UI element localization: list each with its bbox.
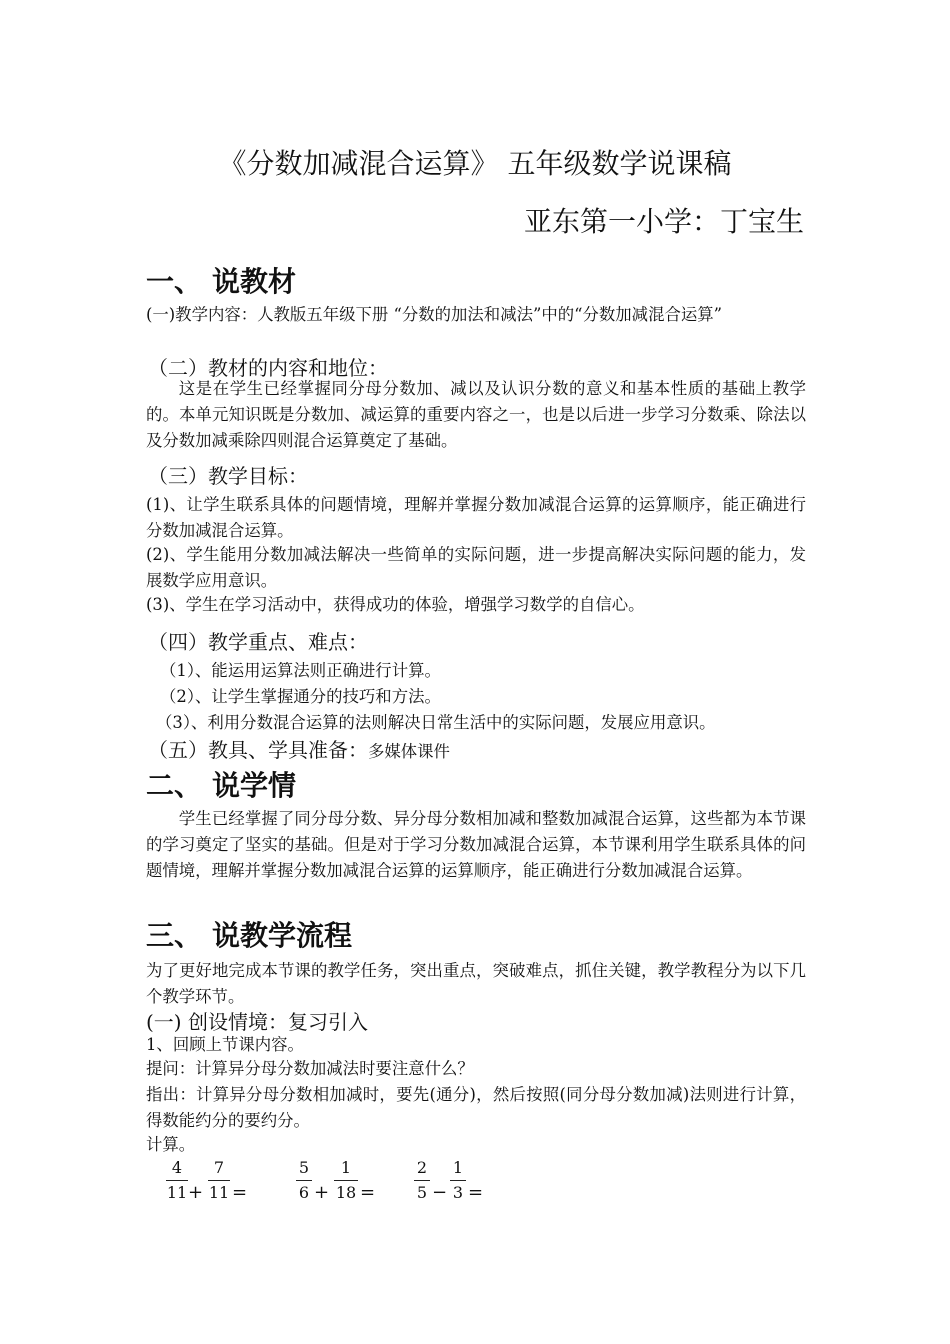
key-point-3: （3）、利用分数混合运算的法则解决日常生活中的实际问题，发展应用意识。 [156, 713, 716, 732]
learner-paragraph: 学生已经掌握了同分母分数、异分母分数相加减和整数加减混合运算，这些都为本节课的学习奠定了坚实的基础。但是对于学习分数加减混合运算，本节课利用学生联系具体的问题情境，理解并掌握分数加减混合运算的运算顺序，能正确进行分数加减混合运算。 [146, 809, 806, 880]
section-2-title: 说学情 [212, 769, 297, 802]
step-1: 1、回顾上节课内容。 [146, 1035, 304, 1054]
question-line: 提问：计算异分母分数加减法时要注意什么？ [146, 1059, 474, 1078]
equals-sign: = [232, 1182, 248, 1203]
material-paragraph: 这是在学生已经掌握同分母分数加、减以及认识分数的意义和基本性质的基础上教学的。本单元知识既是分数加、减运算的重要内容之一，也是以后进一步学习分数乘、除法以及分数加减乘除四则混合运算奠定了基础。 [146, 379, 806, 450]
goal-3: (3)、学生在学习活动中，获得成功的体验，增强学习数学的自信心。 [146, 595, 645, 614]
section-1-title: 说教材 [212, 265, 297, 298]
section-1-number: 一、 [146, 265, 203, 298]
subheading-5-label: （五）教具、学具准备： [148, 738, 368, 762]
author-line: 亚东第一小学：丁宝生 [523, 205, 804, 238]
calc-label: 计算。 [146, 1135, 196, 1154]
key-point-2: （2）、让学生掌握通分的技巧和方法。 [160, 687, 441, 706]
subheading-2: （二）教材的内容和地位： [148, 356, 388, 380]
operator: − [432, 1182, 448, 1203]
subheading-4: （四）教学重点、难点： [148, 630, 368, 654]
subheading-5-tail: 多媒体课件 [368, 742, 450, 761]
point-paragraph: 指出：计算异分母分数相加减时，要先(通分)，然后按照(同分母分数加减)法则进行计算，得数能约分的要约分。 [146, 1085, 806, 1130]
process-intro: 为了更好地完成本节课的教学任务，突出重点，突破难点，抓住关键，教学教程分为以下几个教学环节。 [146, 961, 806, 1006]
key-point-1: （1）、能运用运算法则正确进行计算。 [160, 661, 441, 680]
step-heading: (一) 创设情境：复习引入 [146, 1010, 368, 1034]
goal-1: (1)、让学生联系具体的问题情境，理解并掌握分数加减混合运算的运算顺序，能正确进行分数加减混合运算。 [146, 495, 806, 540]
section-2-number: 二、 [146, 769, 203, 802]
goal-2: (2)、学生能用分数加减法解决一些简单的实际问题，进一步提高解决实际问题的能力，发展数学应用意识。 [146, 545, 806, 590]
section-2-heading [146, 764, 296, 804]
section-3-heading [146, 914, 352, 954]
operator: + [188, 1182, 204, 1203]
equals-sign: = [360, 1182, 376, 1203]
section-3-number: 三、 [146, 919, 203, 952]
section-3-title: 说教学流程 [212, 919, 353, 952]
operator: + [314, 1182, 330, 1203]
teaching-content: (一)教学内容：人教版五年级下册 “分数的加法和减法”中的“分数加减混合运算” [146, 305, 723, 324]
document-title: 《分数加减混合运算》 五年级数学说课稿 [218, 147, 732, 180]
equals-sign: = [468, 1182, 484, 1203]
section-1-heading [146, 260, 296, 300]
subheading-3: （三）教学目标： [148, 464, 308, 488]
subheading-5 [148, 734, 450, 763]
